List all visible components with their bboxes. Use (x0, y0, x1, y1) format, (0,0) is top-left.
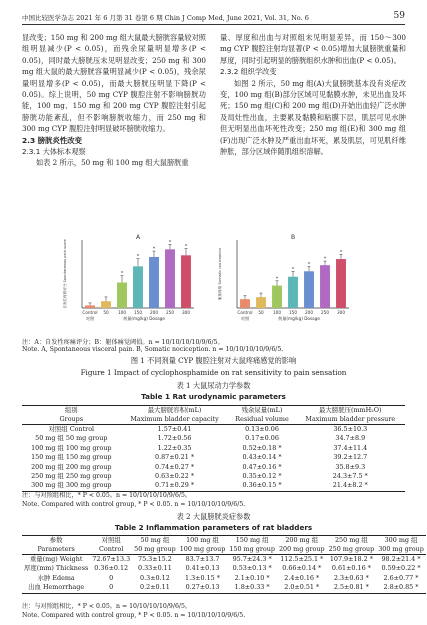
table-cell: 对照组 Control (48, 425, 95, 433)
journal-title: 中国比较医学杂志 2021 年 6 月第 31 卷第 6 期 Chin J Comp Med, June 2021, Vol. 31, No. 6 (22, 14, 309, 22)
bar (256, 297, 266, 308)
column-header: 对照组 (101, 536, 121, 544)
table-cell: 0.35±0.12 * (242, 472, 282, 481)
x-tick-label: 300 (337, 310, 345, 315)
table-cell: 水肿 Edema (37, 573, 75, 582)
table-cell: 0.63±0.22 * (155, 472, 195, 481)
table-cell: 34.7±8.9 (335, 434, 366, 443)
table-cell: 2.1±0.10 * (234, 573, 270, 582)
x-tick-label: 100 (273, 310, 281, 315)
column-header: 300 mg 组 (384, 536, 418, 544)
bar (336, 259, 346, 308)
table-cell: 0.3±0.12 (140, 573, 170, 582)
column-header-en: 250 mg group (328, 545, 375, 553)
table-cell: 1.3±0.15 * (185, 573, 220, 582)
paragraph: 如表 2 所示，50 mg 和 100 mg 组大鼠膀胱重 (36, 158, 189, 168)
table-row (22, 583, 426, 593)
bar (272, 286, 282, 308)
x-tick-label: 100 (118, 310, 126, 315)
significance-mark: * (120, 270, 124, 277)
y-axis-label: 躯体疼痛 Somatic nociception (218, 247, 222, 301)
subsection-heading: 2.3.2 组织学改变 (220, 67, 277, 77)
y-axis-label: 自发性疼痛评分 Spontaneous pain score (63, 239, 67, 309)
table-cell: 98.2±21.4 * (381, 555, 421, 563)
table-cell: 1.57±0.41 (157, 425, 192, 433)
table-cell: 0.2±0.11 (140, 583, 170, 592)
table-cell: 0.27±0.13 (185, 583, 220, 592)
table-cell: 0.41±0.13 (185, 564, 220, 573)
table-row (22, 425, 405, 435)
table-row (22, 472, 405, 481)
x-tick-label: Control (82, 310, 98, 315)
table-cell: 37.4±11.4 (333, 443, 368, 452)
column-header-en: 50 mg group (134, 545, 176, 553)
bar (304, 271, 314, 308)
table-cell: 2.3±0.63 * (333, 573, 369, 582)
column-header-en: Groups (59, 415, 84, 423)
significance-mark: * (323, 256, 327, 263)
table-cell: 0.61±0.16 * (331, 564, 371, 573)
x-tick-label-cn: 对照 (85, 316, 95, 321)
panel-label: B (290, 234, 296, 241)
table-row (22, 574, 426, 583)
table1-caption-en: Table 1 Rat urodynamic parameters (141, 392, 286, 401)
table-row (22, 555, 426, 565)
bar (85, 305, 95, 308)
table-1 (22, 405, 405, 492)
bar-chart-svg (215, 232, 355, 332)
table-cell: 95.7±24.3 * (232, 555, 272, 563)
column-header: 100 mg 组 (186, 536, 219, 544)
bar (240, 299, 250, 308)
column-header: 最大膀胱容积(mL) (147, 406, 202, 414)
table1-caption-cn: 表 1 大鼠尿动力学参数 (176, 381, 251, 390)
column-header: 组别 (64, 406, 78, 414)
panel-label: A (135, 234, 141, 241)
table-cell: 0.36±0.12 (94, 564, 129, 573)
running-header (22, 12, 405, 25)
table-cell: 200 mg 组 200 mg group (31, 462, 112, 471)
paragraph: 显改变；150 mg 和 200 mg 组大鼠最大膀胱容量较对照组明显减少(P < 0.05)，而残余尿量明显增多(P < 0.05)，同时最大膀胱压未见明显改变；250 mg 和 300 mg 组大鼠的最大膀胱容量明显减少(P < 0.05)，残余尿量明显增多(P < 0.05)，而最大膀胱压明显下降(P < 0.05)。综上说明，50 mg CYP 腹腔注射不影响膀胱功能，100 mg、150 mg 和 200 mg CYP 腹腔注射引起膀胱功能紊乱，但不影响膀胱收缩力，而 250 mg 和 300 mg CYP 腹腔注射明显破坏膀胱收缩力。 (22, 33, 206, 134)
x-axis-label: 剂量(mg/kg) Dosage (123, 316, 165, 321)
table-2 (22, 535, 426, 594)
table-cell: 1.22±0.35 (157, 443, 192, 452)
table-cell: 83.7±13.7 (185, 555, 220, 563)
column-header: 50 mg 组 (140, 536, 170, 544)
table-cell: 0.13±0.06 (245, 425, 279, 433)
table-cell: 0.52±0.18 * (242, 443, 282, 452)
column-header-en: 100 mg group (179, 545, 226, 553)
table-cell: 0.53±0.13 * (232, 564, 272, 573)
bar (117, 283, 127, 309)
table-cell: 0 (109, 583, 114, 592)
table-cell: 250 mg 组 250 mg group (31, 472, 112, 481)
column-header-en: Parameters (37, 545, 75, 553)
table-cell: 36.5±10.3 (333, 425, 368, 433)
table-cell: 0.71±0.29 * (155, 481, 195, 490)
x-tick-label: 150 (289, 310, 297, 315)
x-tick-label: 150 (134, 310, 142, 315)
table-cell: 2.6±0.77 * (383, 573, 419, 582)
x-tick-label: 50 (258, 310, 264, 315)
table-cell: 50 mg 组 50 mg group (35, 434, 108, 443)
column-header: 250 mg 组 (334, 536, 368, 544)
chart-panel-b (215, 232, 355, 336)
table-cell: 100 mg 组 100 mg group (31, 443, 112, 452)
bar (101, 301, 111, 308)
x-tick-label: Control (237, 310, 253, 315)
significance-mark: * (339, 249, 343, 256)
significance-mark: * (136, 253, 140, 260)
table-row (22, 564, 426, 573)
table-cell: 0.17±0.06 (245, 434, 279, 443)
table-cell: 0.36±0.15 * (242, 481, 282, 490)
table-cell: 0 (109, 573, 114, 582)
table-cell: 2.8±0.85 * (383, 583, 419, 592)
section-heading: 2.3 膀胱炎性改变 (22, 135, 83, 145)
column-header: 残余尿量(mL) (241, 406, 283, 414)
table-row (22, 453, 405, 462)
table-row (22, 444, 405, 453)
x-tick-label: 250 (321, 310, 329, 315)
table2-note: 注：与对照组相比，* P < 0.05。n = 10/10/10/10/9/6/5。 Note. Compared with control group, * P < 0.05. n = 10/10/10/10/9/6/5. (22, 603, 246, 619)
table-cell: 24.3±7.5 * (332, 472, 368, 481)
table-cell: 35.8±9.3 (335, 462, 366, 471)
column-header: 最大膀胱压(mmH₂O) (319, 406, 382, 414)
chart-panel-a (60, 232, 200, 336)
table-cell: 1.72±0.56 (157, 434, 192, 443)
table-cell: 72.67±13.3 (92, 555, 131, 563)
table1-note: 注：与对照组相比，* P < 0.05。n = 10/10/10/10/9/6/5。 Note. Compared with control group, * P < 0.05. n = 10/10/10/10/9/6/5. (22, 492, 246, 508)
figure-note: 注：A：自发性疼痛评分；B：躯体痛觉阈值。n = 10/10/10/10/9/6/5。 Note. A, Spontaneous visceral pain. B, Somatic nociception. n = 10/10/10/10/9/6/5. (22, 339, 284, 353)
significance-mark: * (291, 266, 295, 273)
table-cell: 0.33±0.11 (138, 564, 172, 573)
x-tick-label: 50 (103, 310, 109, 315)
x-tick-label-cn: 对照 (240, 316, 250, 321)
table2-caption-en: Table 2 Inflammation parameters of rat bladders (114, 523, 313, 532)
figure-caption-en: Figure 1 Impact of cyclophosphamide on rat sensitivity to pain sensation (80, 368, 347, 377)
table-cell: 出血 Hemorrhage (28, 583, 85, 592)
table-cell: 0.47±0.16 * (242, 462, 282, 471)
table-cell: 0.74±0.27 * (155, 462, 195, 471)
table-cell: 0.43±0.14 * (242, 453, 282, 462)
page-number: 59 (393, 11, 405, 21)
table-cell: 2.0±0.51 * (284, 583, 320, 592)
right-column (220, 32, 406, 157)
table-cell: 21.4±8.2 * (332, 481, 368, 490)
table-cell: 2.5±0.81 * (333, 583, 369, 592)
x-tick-label: 250 (166, 310, 174, 315)
column-header-en: 300 mg group (378, 545, 424, 553)
table-cell: 39.2±12.7 (333, 453, 368, 462)
figure-1 (60, 232, 360, 332)
subsection-heading: 2.3.1 大体标本观察 (22, 147, 86, 157)
x-axis-label: 剂量(mg/kg) Dosage (278, 316, 320, 321)
table-cell: 0.59±0.22 * (381, 564, 421, 573)
table-cell: 厚度(mm) Thickness (24, 564, 89, 573)
table-row (22, 463, 405, 472)
table-cell: 1.8±0.33 * (234, 583, 270, 592)
table-row (22, 481, 405, 491)
column-header: 200 mg 组 (285, 536, 319, 544)
bar (133, 266, 143, 308)
x-tick-label: 300 (182, 310, 190, 315)
column-header: 参数 (49, 536, 63, 544)
table-cell: 75.3±15.2 (138, 555, 172, 563)
table-cell: 重量(mg) Weight (29, 555, 83, 563)
significance-mark: * (275, 275, 279, 282)
table-cell: 300 mg 组 300 mg group (31, 481, 112, 490)
table-cell: 150 mg 组 150 mg group (31, 453, 112, 462)
column-header-en: 200 mg group (278, 545, 325, 553)
table-cell: 107.9±18.2 * (329, 555, 373, 563)
table-cell: 0.66±0.14 * (282, 564, 322, 573)
paragraph: 如图 2 所示，50 mg 组(A)大鼠膀胱基本没有炎症改变，100 mg 组(B)部分区域可见黏膜水肿，未见出血及坏死；150 mg 组(C)和 200 mg 组(D)开始出血轻广泛水肿及局灶性出血，主要累及黏膜和粘膜下层，肌层可见水肿但无明显出血坏死性改变；250 mg 组(E)和 300 mg 组(F)出现广泛水肿及严重出血坏死，累及肌层，可见肌纤维肿胀，部分区域伴随肌组织溶解。 (220, 78, 406, 157)
column-header-en: Maximum bladder pressure (305, 415, 396, 423)
figure-caption-cn: 图 1 不同剂量 CYP 腹腔注射对大鼠疼痛感觉的影响 (130, 356, 297, 365)
table-row (22, 434, 405, 443)
table-cell: 0.87±0.21 * (155, 453, 195, 462)
bar (320, 265, 330, 308)
bar (165, 249, 175, 308)
paragraph: 量、厚度和出血与对照组未见明显差异，而 150～300 mg CYP 腹腔注射均显著(P < 0.05)增加大鼠膀胱重量和厚度，同时引起明显的膀胱组织水肿和出血(P < 0.05)。 (220, 33, 406, 65)
bar (288, 277, 298, 308)
bar (149, 257, 159, 308)
table-cell: 112.5±25.1 * (280, 555, 324, 563)
column-header-en: Maximum bladder capacity (130, 415, 219, 423)
significance-mark: * (307, 261, 311, 268)
significance-mark: * (152, 246, 156, 253)
column-header: 150 mg 组 (235, 536, 269, 544)
significance-mark: * (184, 243, 188, 250)
significance-mark: * (168, 239, 172, 246)
left-column (22, 32, 206, 169)
bar (181, 255, 191, 308)
bar-chart-svg (60, 232, 200, 332)
x-tick-label: 200 (305, 310, 313, 315)
column-header-en: 150 mg group (229, 545, 275, 553)
table-cell: 2.4±0.16 * (284, 573, 320, 582)
table2-caption-cn: 表 2 大鼠膀胱炎症参数 (176, 512, 251, 521)
column-header-en: Control (99, 545, 124, 553)
x-tick-label: 200 (150, 310, 158, 315)
column-header-en: Residual volume (235, 415, 289, 423)
